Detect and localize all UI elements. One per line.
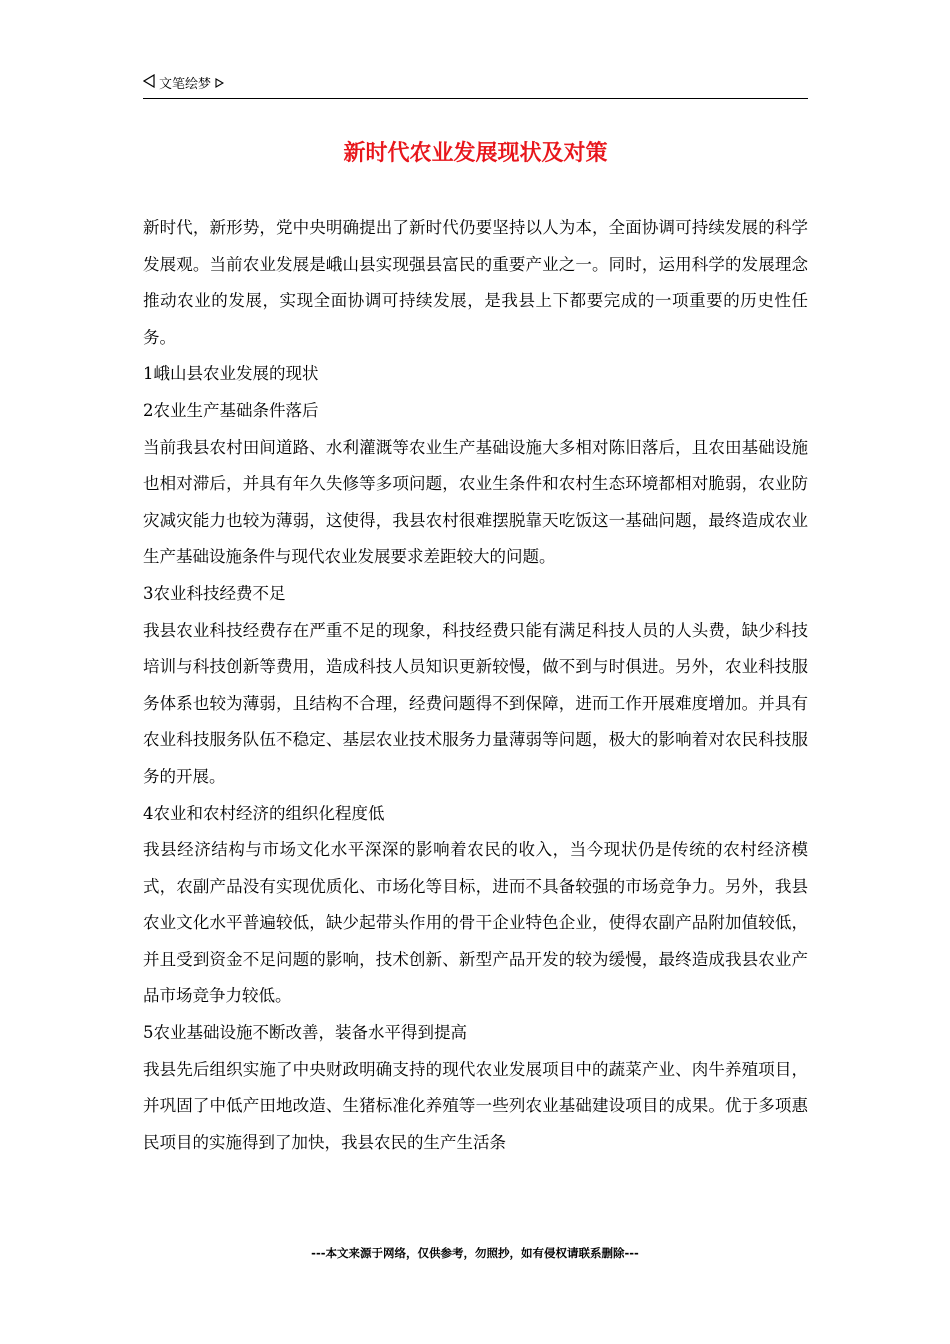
document-body (143, 210, 808, 1161)
triangle-left-icon (143, 74, 155, 95)
page-header (143, 74, 808, 99)
paragraph: 我县农业科技经费存在严重不足的现象，科技经费只能有满足科技人员的人头费，缺少科技培训与科技创新等费用，造成科技人员知识更新较慢，做不到与时俱进。另外，农业科技服务体系也较为薄弱，且结构不合理，经费问题得不到保障，进而工作开展难度增加。并具有农业科技服务队伍不稳定、基层农业技术服务力量薄弱等问题，极大的影响着对农民科技服务的开展。 (143, 620, 808, 786)
page-footer-disclaimer: ---本文来源于网络，仅供参考，勿照抄，如有侵权请联系删除--- (311, 1246, 639, 1260)
section-heading: 3农业科技经费不足 (143, 583, 286, 603)
document-title: 新时代农业发展现状及对策 (343, 141, 608, 166)
section-heading: 4农业和农村经济的组织化程度低 (143, 803, 385, 823)
paragraph-intro: 新时代，新形势，党中央明确提出了新时代仍要坚持以人为本，全面协调可持续发展的科学发展观。当前农业发展是峨山县实现强县富民的重要产业之一。同时，运用科学的发展理念推动农业的发展，实现全面协调可持续发展，是我县上下都要完成的一项重要的历史性任务。 (143, 218, 808, 347)
triangle-right-icon (215, 75, 224, 95)
paragraph: 我县先后组织实施了中央财政明确支持的现代农业发展项目中的蔬菜产业、肉牛养殖项目，并巩固了中低产田地改造、生猪标准化养殖等一些列农业基础建设项目的成果。优于多项惠民项目的实施得到了加快，我县农民的生产生活条 (143, 1059, 808, 1152)
section-heading: 2农业生产基础条件落后 (143, 400, 319, 420)
paragraph: 当前我县农村田间道路、水利灌溉等农业生产基础设施大多相对陈旧落后，且农田基础设施也相对滞后，并具有年久失修等多项问题，农业生条件和农村生态环境都相对脆弱，农业防灾减灾能力也较为薄弱，这使得，我县农村很难摆脱靠天吃饭这一基础问题，最终造成农业生产基础设施条件与现代农业发展要求差距较大的问题。 (143, 437, 808, 567)
section-heading: 5农业基础设施不断改善，装备水平得到提高 (143, 1023, 467, 1043)
section-heading: 1峨山县农业发展的现状 (143, 364, 319, 384)
header-brand: 文笔绘梦 (159, 76, 212, 92)
paragraph: 我县经济结构与市场文化水平深深的影响着农民的收入，当今现状仍是传统的农村经济模式，农副产品没有实现优质化、市场化等目标，进而不具备较强的市场竞争力。另外，我县农业文化水平普遍较低，缺少起带头作用的骨干企业特色企业，使得农副产品附加值较低，并且受到资金不足问题的影响，技术创新、新型产品开发的较为缓慢，最终造成我县农业产品市场竞争力较低。 (143, 840, 808, 1006)
